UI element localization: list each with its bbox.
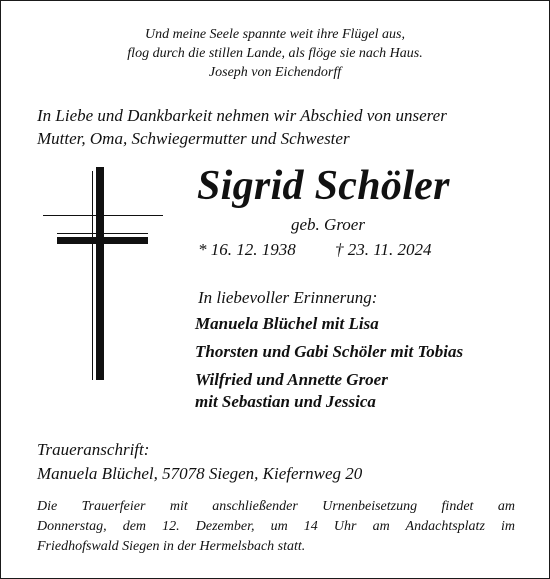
intro-text <box>37 104 447 150</box>
poem-line: flog durch die stillen Lande, als flöge sie nach Haus. <box>127 46 423 61</box>
intro-line: In Liebe und Dankbarkeit nehmen wir Abschied von unserer <box>37 106 447 125</box>
poem-line: Und meine Seele spannte weit ihre Flügel aus, <box>145 27 405 42</box>
cross-beam-horizontal <box>57 237 148 244</box>
ceremony-line: Donnerstag, dem 12. Dezember, um 14 Uhr am Andachtsplatz im <box>37 519 515 534</box>
mourner-line: mit Sebastian und Jessica <box>195 392 376 411</box>
mourner-line: Wilfried und Annette Groer <box>195 370 388 389</box>
mourner-line: Manuela Blüchel mit Lisa <box>195 314 379 333</box>
cross-beam-vertical <box>96 167 104 380</box>
address-label: Traueranschrift: <box>37 440 150 459</box>
poem <box>1 25 549 82</box>
deceased-name: Sigrid Schöler <box>197 163 450 209</box>
memory-label: In liebevoller Erinnerung: <box>198 288 378 307</box>
poem-author: Joseph von Eichendorff <box>208 65 342 80</box>
birth-name: geb. Groer <box>291 215 365 234</box>
ceremony-line: Friedhofswald Siegen in der Hermelsbach statt. <box>37 539 306 554</box>
ceremony-text <box>37 497 515 557</box>
mourner-line: Thorsten und Gabi Schöler mit Tobias <box>195 342 464 361</box>
address-value: Manuela Blüchel, 57078 Siegen, Kiefernweg 20 <box>37 464 363 483</box>
mourners-list <box>195 313 463 413</box>
birth-date: * 16. 12. 1938 <box>198 240 296 259</box>
death-date: † 23. 11. 2024 <box>335 240 432 259</box>
intro-line: Mutter, Oma, Schwiegermutter und Schwester <box>37 129 350 148</box>
ceremony-line: Die Trauerfeier mit anschließender Urnenbeisetzung findet am <box>37 499 515 514</box>
cross-icon <box>43 167 163 382</box>
cross-line <box>92 171 93 380</box>
